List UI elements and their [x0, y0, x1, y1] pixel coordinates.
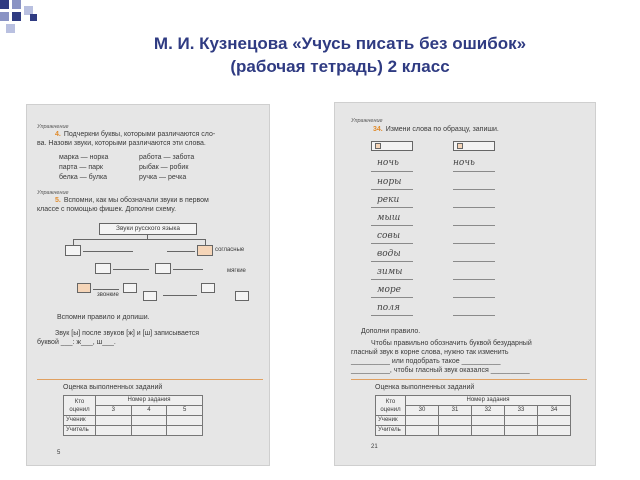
slide-title [40, 32, 640, 78]
rule-line4: __________, чтобы гласный звук оказался __________ [351, 367, 530, 374]
slide-title-line1: М. И. Кузнецова «Учусь писать без ошибок» [153, 34, 527, 53]
exercise-label: Упражнение [37, 124, 69, 130]
grade-cell[interactable] [167, 416, 203, 426]
grade-who-label: Кто [385, 398, 396, 405]
scheme-empty-box[interactable] [77, 283, 91, 293]
grade-cell[interactable] [131, 416, 167, 426]
handwritten-word: мыш [377, 213, 401, 223]
handwritten-word: воды [377, 249, 401, 259]
grade-cell[interactable] [406, 416, 439, 426]
grade-cell[interactable] [472, 426, 505, 436]
workbook-page-left [26, 104, 270, 466]
word-pair: ручка — речка [139, 174, 187, 181]
rule-title: Вспомни правило и допиши. [57, 314, 150, 321]
exercise-34-number: 34. [373, 126, 383, 133]
exercise-5-line2: классе с помощью фишек. Дополни схему. [37, 206, 177, 213]
grade-row-label: Учитель [376, 426, 406, 436]
word-pair: марка — норка [59, 154, 109, 161]
scheme-consonants-label: согласные [215, 247, 245, 253]
workbook-page-right [334, 102, 596, 466]
scheme-voiced-label: звонкие [97, 292, 119, 298]
grade-cell[interactable] [505, 416, 538, 426]
rule-line1: Чтобы правильно обозначить буквой безударный [371, 340, 532, 347]
grade-cell[interactable] [439, 426, 472, 436]
grade-table: Кто оценил Номер задания 3 4 5 Ученик Учитель [63, 395, 203, 436]
rule-line2: буквой ___: ж___, ш___. [37, 339, 116, 346]
grade-task-number: 30 [406, 406, 439, 416]
sample-marker [375, 143, 381, 149]
rule-line2: гласный звук в корне слова, нужно так изменить [351, 349, 509, 356]
grade-title: Оценка выполненных заданий [375, 384, 475, 391]
scheme-empty-box[interactable] [235, 291, 249, 301]
scheme-empty-box[interactable] [201, 283, 215, 293]
exercise-5-line1: 5. Вспомни, как мы обозначали звуки в первом [55, 197, 209, 204]
word-pair: работа — забота [139, 154, 195, 161]
grade-cell[interactable] [96, 426, 132, 436]
word-pair: белка — булка [59, 174, 108, 181]
divider [37, 379, 263, 380]
exercise-label: Упражнение [351, 118, 383, 124]
grade-task-number: 32 [472, 406, 505, 416]
grade-task-number: 4 [131, 406, 167, 416]
scheme-soft-label: мягкие [227, 268, 246, 274]
grade-title: Оценка выполненных заданий [63, 384, 163, 391]
scheme-empty-box[interactable] [197, 245, 213, 256]
grade-task-number: 5 [167, 406, 203, 416]
exercise-label: Упражнение [37, 190, 69, 196]
rule-title: Дополни правило. [361, 328, 421, 335]
grade-cell[interactable] [538, 416, 571, 426]
exercise-5-number: 5. [55, 197, 61, 204]
grade-row-label: Ученик [64, 416, 96, 426]
handwritten-word: реки [377, 195, 400, 205]
scheme-empty-box[interactable] [143, 291, 157, 301]
grade-cell[interactable] [472, 416, 505, 426]
word-pair: рыбак — робик [139, 164, 189, 171]
rule-line1: Звук [ы] после звуков [ж] и [ш] записывается [55, 330, 200, 337]
scheme-empty-box[interactable] [123, 283, 137, 293]
scheme-empty-box[interactable] [65, 245, 81, 256]
slide-title-line2: (рабочая тетрадь) 2 класс [230, 57, 450, 76]
scheme-empty-box[interactable] [95, 263, 111, 274]
grade-tasks-header: Номер задания [406, 396, 571, 406]
rule-line3: __________ или подобрать такое __________ [351, 358, 501, 365]
exercise-34-line: 34. Измени слова по образцу, запиши. [373, 126, 499, 133]
handwritten-word: поля [377, 303, 400, 313]
handwritten-word: совы [377, 231, 401, 241]
handwritten-word: ночь [377, 158, 399, 168]
grade-task-number: 31 [439, 406, 472, 416]
handwritten-word: зимы [377, 267, 403, 277]
grade-cell[interactable] [96, 416, 132, 426]
grade-cell[interactable] [131, 426, 167, 436]
page-number: 5 [57, 450, 61, 456]
grade-table: Кто оценил Номер задания 30 31 32 33 34 Ученик Учитель [375, 395, 571, 436]
grade-task-number: 34 [538, 406, 571, 416]
scheme-empty-box[interactable] [155, 263, 171, 274]
sample-marker [457, 143, 463, 149]
grade-tasks-header: Номер задания [96, 396, 203, 406]
page-number: 21 [371, 444, 378, 450]
exercise-4-number: 4. [55, 131, 61, 138]
handwritten-word: ночь [453, 158, 475, 168]
grade-row-label: Ученик [376, 416, 406, 426]
grade-task-number: 3 [96, 406, 132, 416]
grade-who-label: Кто [74, 398, 85, 405]
grade-cell[interactable] [167, 426, 203, 436]
exercise-4-line1: 4. Подчеркни буквы, которыми различаются сло- [55, 131, 216, 138]
grade-cell[interactable] [538, 426, 571, 436]
grade-cell[interactable] [439, 416, 472, 426]
exercise-4-line2: ва. Назови звуки, которыми различаются эти слова. [37, 140, 206, 147]
grade-task-number: 33 [505, 406, 538, 416]
handwritten-word: море [377, 285, 401, 295]
grade-cell[interactable] [505, 426, 538, 436]
divider [351, 379, 587, 380]
scheme-title-box: Звуки русского языка [99, 223, 197, 235]
grade-row-label: Учитель [64, 426, 96, 436]
word-pair: парта — парк [59, 164, 103, 171]
handwritten-word: норы [377, 177, 402, 187]
grade-cell[interactable] [406, 426, 439, 436]
